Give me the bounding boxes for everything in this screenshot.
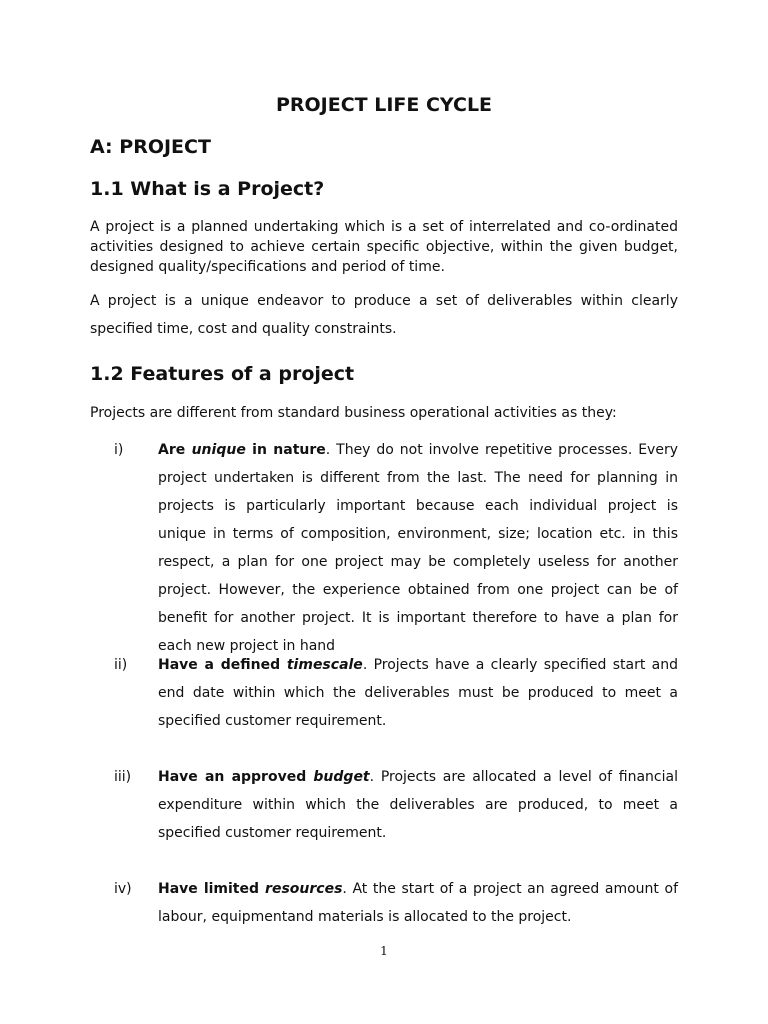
item-keyword: resources [265, 881, 343, 897]
item-text: . At the start of a project an agreed amount of labour, equipmentand materials is allocated to the project. [158, 881, 678, 925]
item-text: . They do not involve repetitive processes. Every project undertaken is different from the last. The need for planning in projects is particularly important because each individual project is unique in terms of composition, environment, size; location etc. in this respect, a plan for one project may be completely useless for another project. However, the experience obtained from one project can be of benefit for another project. It is important therefore to have a plan for each new project in hand [158, 442, 678, 654]
list-item [158, 651, 678, 735]
definition-paragraph-1: A project is a planned undertaking which is a set of interrelated and co-ordinated activities designed to achieve certain specific objective, within the given budget, designed quality/specifications and period of time. [90, 219, 678, 275]
document-title: PROJECT LIFE CYCLE [275, 94, 493, 116]
subsection-heading-what-is-project: 1.1 What is a Project? [90, 178, 325, 200]
list-item [158, 875, 678, 931]
list-item-numeral: ii) [114, 657, 128, 673]
list-item [158, 436, 678, 660]
definition-paragraph-2: A project is a unique endeavor to produce a set of deliverables within clearly specified time, cost and quality constraints. [90, 293, 678, 337]
item-text: . Projects have a clearly specified start and end date within which the deliverables must be produced to meet a specified customer requirement. [158, 657, 678, 729]
item-lead: Are [158, 442, 192, 458]
page-number: 1 [380, 944, 388, 958]
item-keyword: budget [313, 769, 370, 785]
item-lead-after: in nature [245, 442, 326, 458]
subsection-heading-features: 1.2 Features of a project [90, 363, 355, 385]
item-keyword: timescale [286, 657, 363, 673]
list-item-numeral: iii) [114, 769, 132, 785]
list-item [158, 763, 678, 847]
section-heading: A: PROJECT [90, 136, 211, 158]
item-lead: Have an approved [158, 769, 314, 785]
item-keyword: unique [191, 442, 246, 458]
item-lead: Have limited [158, 881, 266, 897]
item-lead: Have a defined [158, 657, 287, 673]
features-intro: Projects are different from standard business operational activities as they: [90, 405, 617, 421]
item-text: . Projects are allocated a level of financial expenditure within which the deliverables are produced, to meet a specified customer requirement. [158, 769, 678, 841]
list-item-numeral: iv) [114, 881, 132, 897]
list-item-numeral: i) [114, 442, 124, 458]
